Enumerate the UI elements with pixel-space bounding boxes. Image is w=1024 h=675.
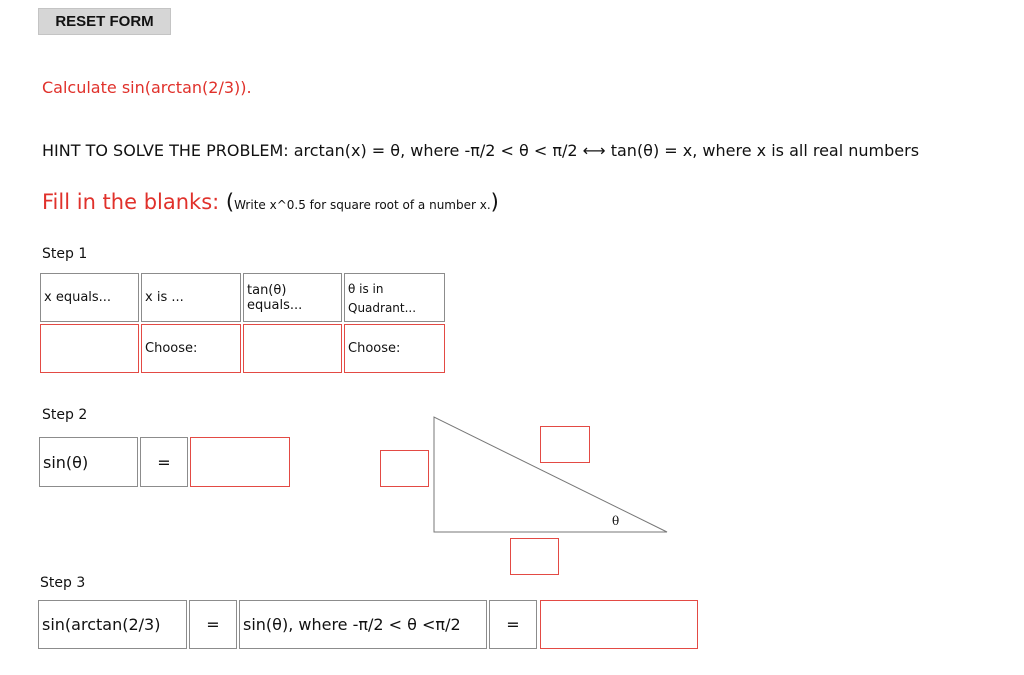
step1-header-x-is: x is ... <box>141 273 241 322</box>
x-is-select[interactable] <box>141 324 241 373</box>
reset-form-button[interactable]: RESET FORM <box>38 8 171 35</box>
step2-equals-sign: = <box>140 437 188 487</box>
close-paren: ) <box>490 190 499 214</box>
step1-header-quadrant: θ is in Quadrant... <box>344 273 445 322</box>
fill-in-instructions <box>42 190 499 214</box>
triangle-adjacent-input[interactable] <box>510 538 559 575</box>
step3-sin-arctan: sin(arctan(2/3) <box>38 600 187 649</box>
open-paren: ( <box>225 190 235 214</box>
step3-equals-sign-2: = <box>489 600 537 649</box>
hint-text: HINT TO SOLVE THE PROBLEM: arctan(x) = θ, where -π/2 < θ < π/2 ⟷ tan(θ) = x, where x is all real numbers <box>42 141 920 160</box>
step2-sin-theta: sin(θ) <box>39 437 138 487</box>
step1-header-x-equals: x equals... <box>40 273 139 322</box>
step3-label: Step 3 <box>40 575 86 591</box>
step3-equals-sign-1: = <box>189 600 237 649</box>
step2-label: Step 2 <box>42 407 88 423</box>
step3-sin-theta-where: sin(θ), where -π/2 < θ <π/2 <box>239 600 487 649</box>
x-is-select-value: Choose: <box>145 341 198 356</box>
theta-angle-label: θ <box>612 514 620 528</box>
fill-title: Fill in the blanks: <box>42 190 220 214</box>
step1-header-tan-equals: tan(θ) equals... <box>243 273 342 322</box>
triangle-hypotenuse-input[interactable] <box>540 426 590 463</box>
quadrant-select[interactable] <box>344 324 445 373</box>
triangle-opposite-input[interactable] <box>380 450 429 487</box>
step3-answer-input[interactable] <box>540 600 698 649</box>
question-text: Calculate sin(arctan(2/3)). <box>42 78 252 97</box>
tan-equals-input[interactable] <box>243 324 342 373</box>
quadrant-select-value: Choose: <box>348 341 401 356</box>
fill-note: Write x^0.5 for square root of a number x. <box>234 198 491 212</box>
x-equals-input[interactable] <box>40 324 139 373</box>
step1-label: Step 1 <box>42 246 88 262</box>
step2-answer-input[interactable] <box>190 437 290 487</box>
